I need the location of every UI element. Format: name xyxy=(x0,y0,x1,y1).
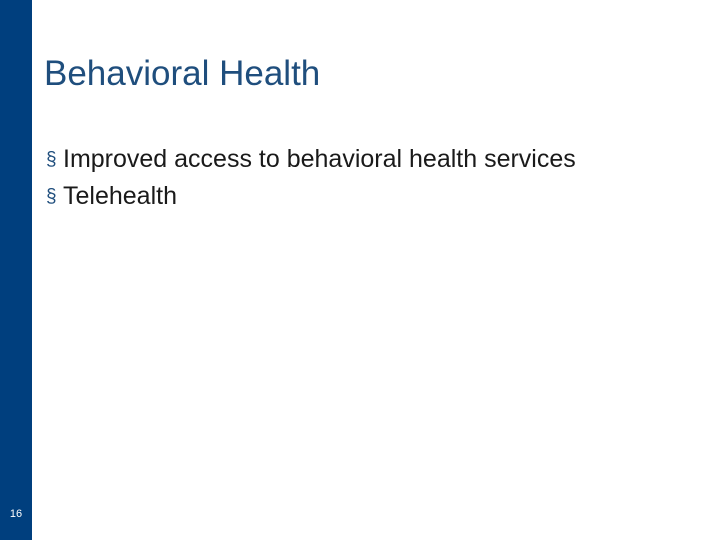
bullet-item xyxy=(46,178,576,215)
bullet-text: Improved access to behavioral health services xyxy=(63,145,576,173)
bullet-list xyxy=(46,141,576,215)
bullet-section-icon: § xyxy=(46,149,57,170)
left-accent-bar xyxy=(0,0,32,540)
bullet-section-icon: § xyxy=(46,186,57,207)
bullet-item xyxy=(46,141,576,178)
bullet-text: Telehealth xyxy=(63,182,177,210)
slide-number: 16 xyxy=(9,508,23,520)
slide-title: Behavioral Health xyxy=(44,54,321,93)
